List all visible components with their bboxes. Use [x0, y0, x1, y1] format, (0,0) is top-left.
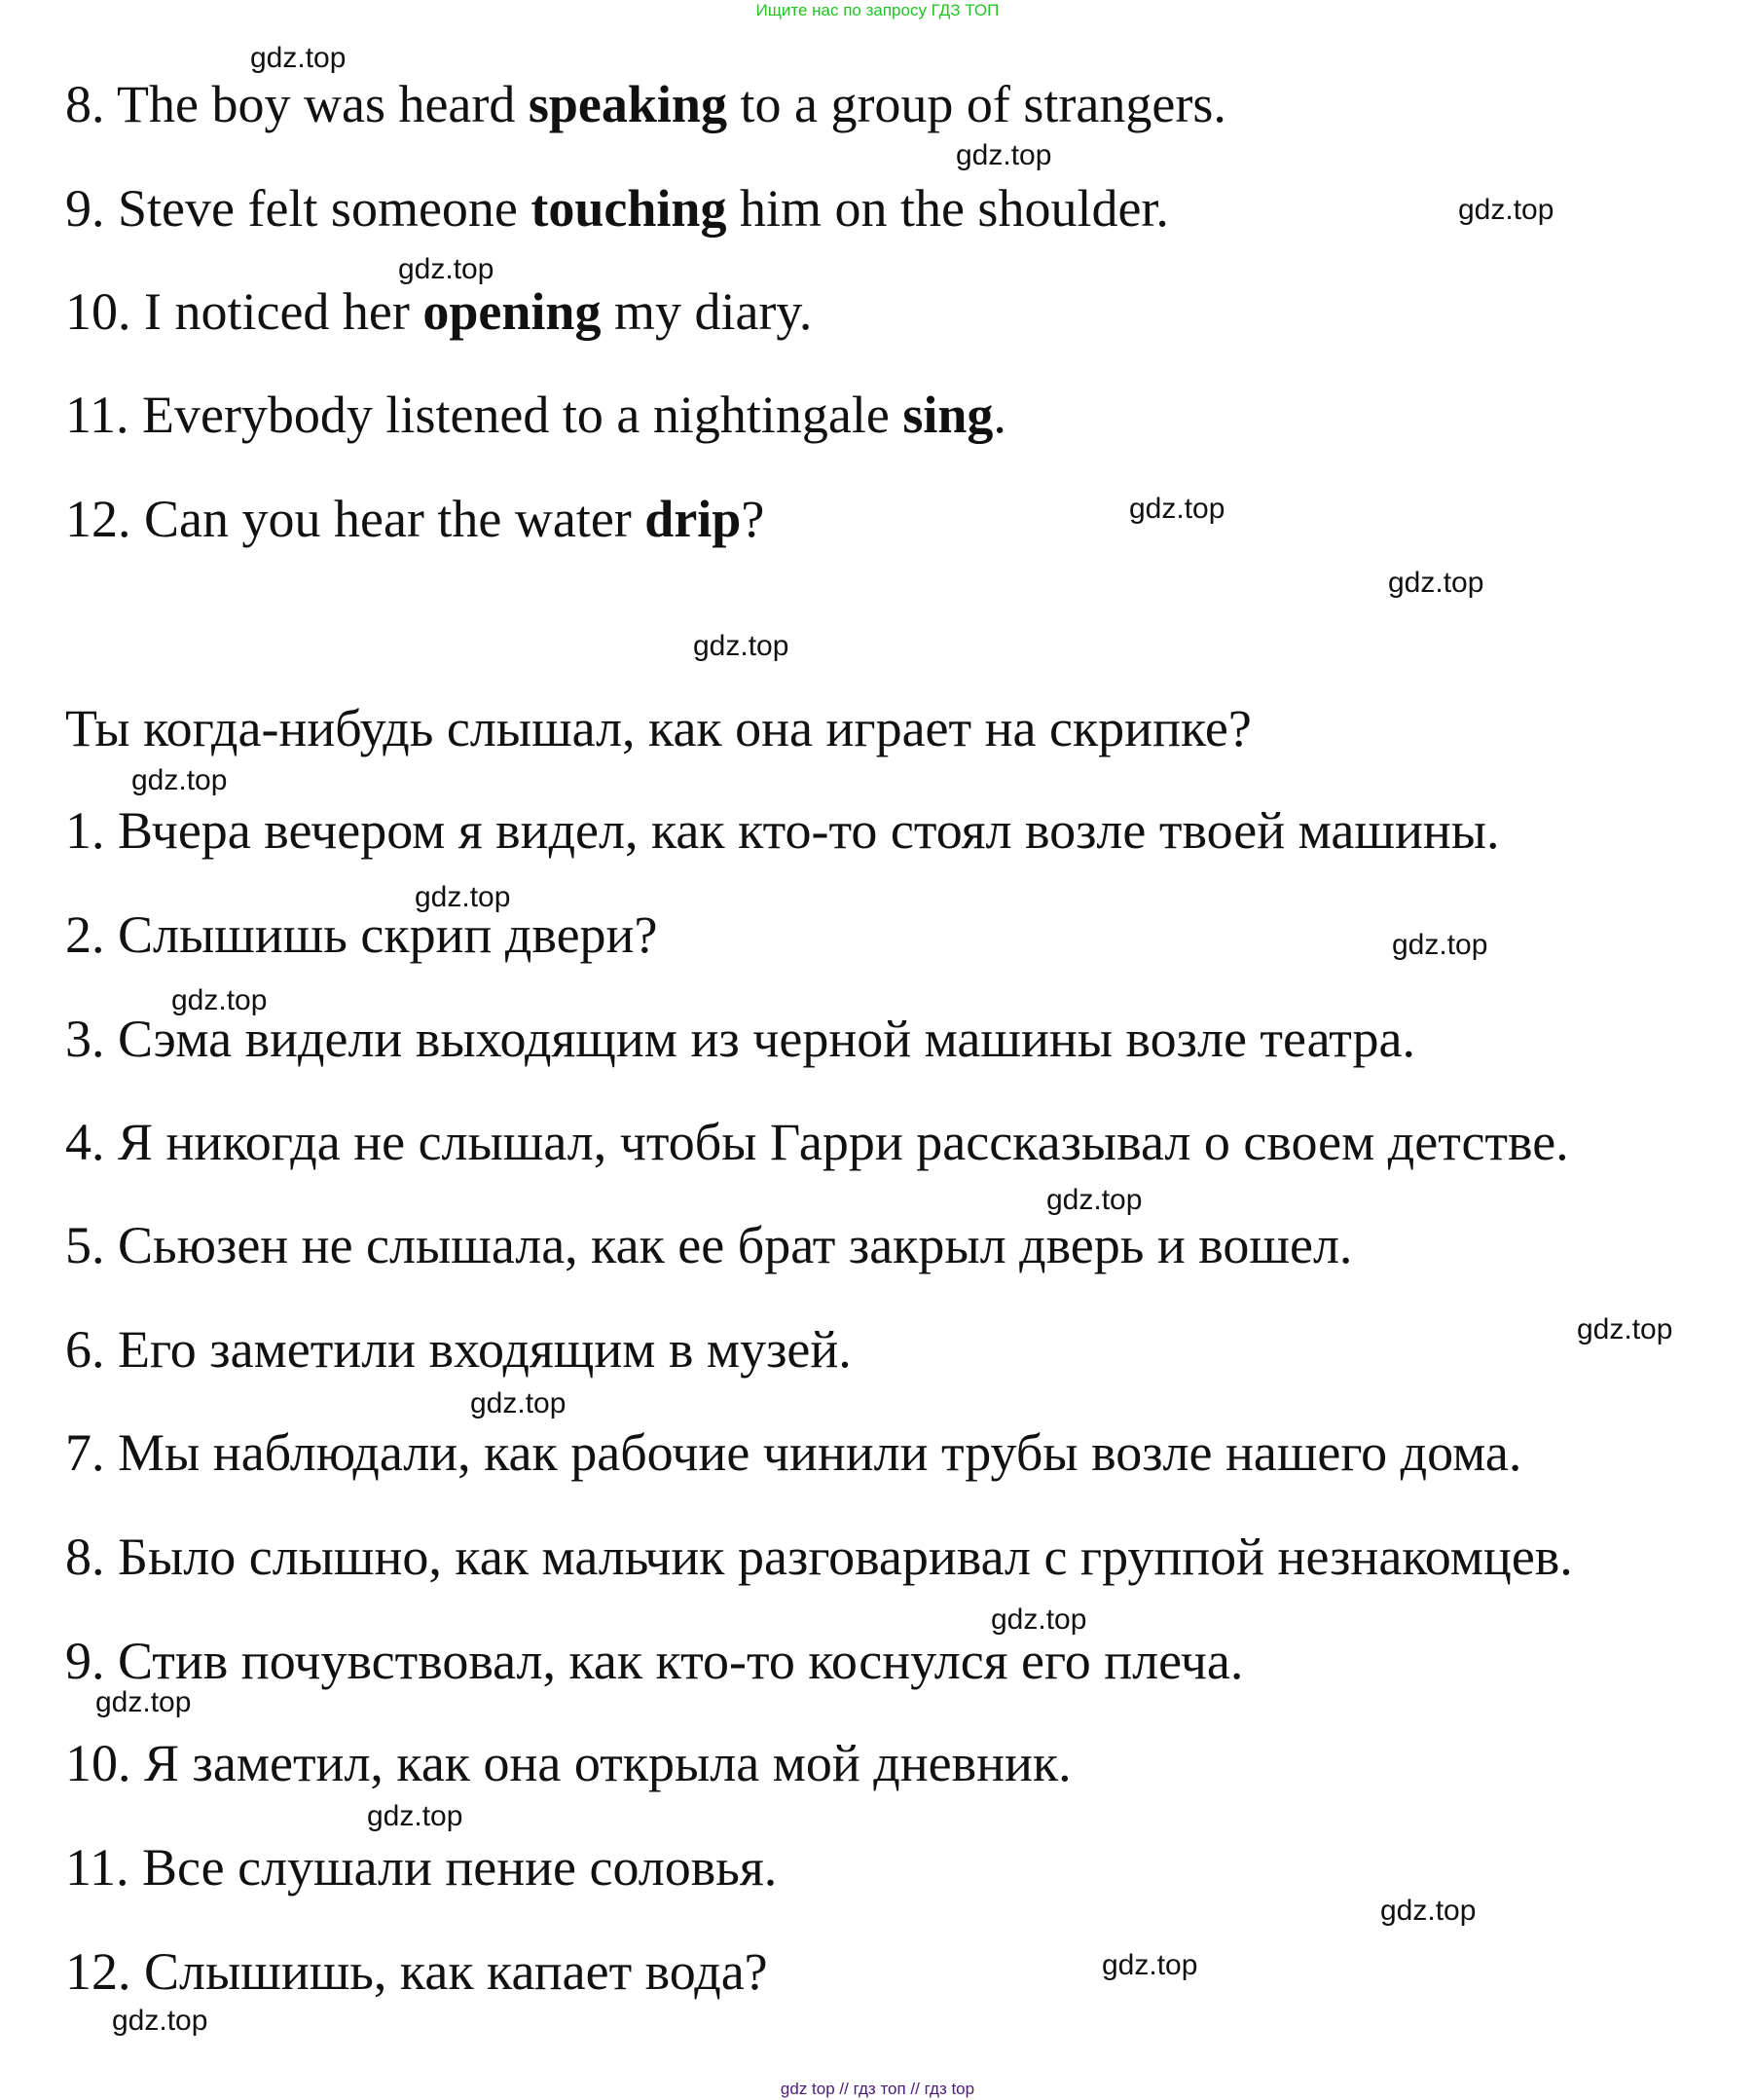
russian-sentence: 10. Я заметил, как она открыла мой дневник.	[65, 1734, 1072, 1792]
bottom-banner: gdz top // гдз топ // гдз top	[780, 2080, 975, 2098]
watermark: gdz.top	[991, 1603, 1087, 1636]
russian-sentence: 4. Я никогда не слышал, чтобы Гарри рассказывал о своем детстве.	[65, 1113, 1569, 1171]
watermark: gdz.top	[956, 139, 1052, 171]
watermark: gdz.top	[112, 2005, 208, 2037]
watermark: gdz.top	[1392, 929, 1488, 961]
watermark: gdz.top	[250, 42, 347, 74]
watermark: gdz.top	[1458, 194, 1554, 226]
watermark: gdz.top	[1129, 493, 1225, 525]
top-banner: Ищите нас по запросу ГДЗ ТОП	[755, 1, 1000, 19]
russian-sentence: 8. Было слышно, как мальчик разговаривал с группой незнакомцев.	[65, 1528, 1573, 1586]
russian-sentence: 2. Слышишь скрип двери?	[65, 905, 658, 964]
russian-heading: Ты когда-нибудь слышал, как она играет на скрипке?	[65, 699, 1252, 757]
english-sentence: 8. The boy was heard speaking to a group of strangers.	[65, 75, 1226, 133]
russian-sentence: 7. Мы наблюдали, как рабочие чинили трубы возле нашего дома.	[65, 1423, 1522, 1482]
english-sentence: 10. I noticed her opening my diary.	[65, 282, 813, 341]
russian-sentence: 11. Все слушали пение соловья.	[65, 1838, 778, 1897]
watermark: gdz.top	[1380, 1895, 1477, 1927]
watermark: gdz.top	[131, 764, 228, 796]
watermark: gdz.top	[693, 630, 789, 662]
watermark: gdz.top	[415, 881, 511, 913]
russian-sentence: 12. Слышишь, как капает вода?	[65, 1942, 768, 2001]
watermark: gdz.top	[1046, 1184, 1143, 1216]
russian-sentence: 3. Сэма видели выходящим из черной машины возле театра.	[65, 1010, 1415, 1068]
watermark: gdz.top	[171, 984, 268, 1016]
watermark: gdz.top	[470, 1387, 567, 1419]
watermark: gdz.top	[1577, 1313, 1673, 1345]
watermark: gdz.top	[95, 1686, 192, 1718]
watermark: gdz.top	[398, 253, 494, 285]
english-sentence: 9. Steve felt someone touching him on the shoulder.	[65, 179, 1169, 238]
watermark: gdz.top	[1388, 567, 1484, 599]
watermark: gdz.top	[1102, 1949, 1198, 1981]
watermark: gdz.top	[367, 1800, 463, 1832]
english-sentence: 11. Everybody listened to a nightingale sing.	[65, 386, 1006, 444]
russian-sentence: 6. Его заметили входящим в музей.	[65, 1320, 852, 1379]
russian-sentence: 5. Сьюзен не слышала, как ее брат закрыл дверь и вошел.	[65, 1216, 1353, 1274]
english-sentence: 12. Can you hear the water drip?	[65, 490, 765, 548]
russian-sentence: 1. Вчера вечером я видел, как кто-то стоял возле твоей машины.	[65, 801, 1500, 860]
russian-sentence: 9. Стив почувствовал, как кто-то коснулся его плеча.	[65, 1632, 1244, 1690]
